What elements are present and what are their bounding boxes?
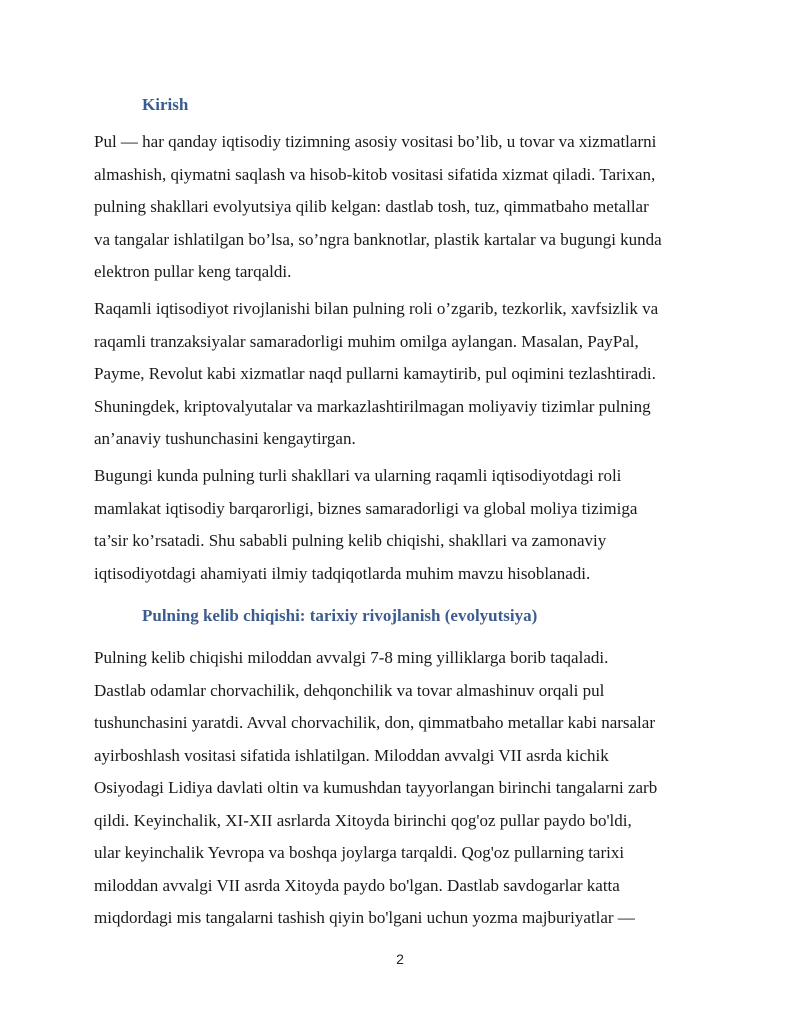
text-line: Shuningdek, kriptovalyutalar va markazlashtirilmagan moliyaviy tizimlar pulning	[94, 396, 651, 416]
text-line: tushunchasini yaratdi. Avval chorvachilik, don, qimmatbaho metallar kabi narsalar	[94, 713, 655, 732]
text-line: an’anaviy tushunchasini kengaytirgan.	[94, 429, 356, 448]
section-heading-kirish: Kirish	[142, 95, 189, 114]
text-line: mamlakat iqtisodiy barqarorligi, biznes samaradorligi va global moliya tizimiga	[94, 498, 638, 518]
text-line: miqdordagi mis tangalarni tashish qiyin bo'lgani uchun yozma majburiyatlar —	[94, 908, 635, 927]
page-number: 2	[396, 951, 404, 967]
text-line: Raqamli iqtisodiyot rivojlanishi bilan pulning roli o’zgarib, tezkorlik, xavfsizlik va	[94, 299, 659, 318]
text-line: pulning shakllari evolyutsiya qilib kelgan: dastlab tosh, tuz, qimmatbaho metallar	[94, 197, 649, 216]
text-line: va tangalar ishlatilgan bo’lsa, so’ngra banknotlar, plastik kartalar va bugungi kunda	[94, 229, 662, 249]
text-line: almashish, qiymatni saqlash va hisob-kitob vositasi sifatida xizmat qiladi. Tarixan,	[94, 164, 656, 184]
paragraph-intro-1	[94, 126, 718, 289]
text-line: Dastlab odamlar chorvachilik, dehqonchilik va tovar almashinuv orqali pul	[94, 680, 605, 700]
text-line: iqtisodiyotdagi ahamiyati ilmiy tadqiqotlarda muhim mavzu hisoblanadi.	[94, 563, 591, 583]
text-line: raqamli tranzaksiyalar samaradorligi muhim omilga aylangan. Masalan, PayPal,	[94, 331, 639, 351]
text-line: miloddan avvalgi VII asrda Xitoyda paydo bo'lgan. Dastlab savdogarlar katta	[94, 875, 620, 895]
text-line: ayirboshlash vositasi sifatida ishlatilgan. Miloddan avvalgi VII asrda kichik	[94, 745, 609, 765]
text-line: Bugungi kunda pulning turli shakllari va ularning raqamli iqtisodiyotdagi roli	[94, 466, 622, 485]
section-heading-origin: Pulning kelib chiqishi: tarixiy rivojlanish (evolyutsiya)	[142, 606, 538, 625]
paragraph-intro-3	[94, 460, 718, 590]
text-line: qildi. Keyinchalik, XI-XII asrlarda Xitoyda birinchi qog'oz pullar paydo bo'ldi,	[94, 810, 632, 830]
paragraph-origin-1	[94, 642, 718, 935]
text-line: elektron pullar keng tarqaldi.	[94, 262, 292, 281]
text-line: Payme, Revolut kabi xizmatlar naqd pullarni kamaytirib, pul oqimini tezlashtiradi.	[94, 364, 656, 383]
text-line: ular keyinchalik Yevropa va boshqa joylarga tarqaldi. Qog'oz pullarning tarixi	[94, 843, 625, 862]
paragraph-intro-2	[94, 293, 718, 456]
text-line: Osiyodagi Lidiya davlati oltin va kumushdan tayyorlangan birinchi tangalarni zarb	[94, 778, 658, 797]
text-line: Pul — har qanday iqtisodiy tizimning asosiy vositasi bo’lib, u tovar va xizmatlarni	[94, 132, 657, 151]
text-line: ta’sir ko’rsatadi. Shu sababli pulning kelib chiqishi, shakllari va zamonaviy	[94, 531, 607, 550]
text-line: Pulning kelib chiqishi miloddan avvalgi 7-8 ming yilliklarga borib taqaladi.	[94, 648, 609, 667]
